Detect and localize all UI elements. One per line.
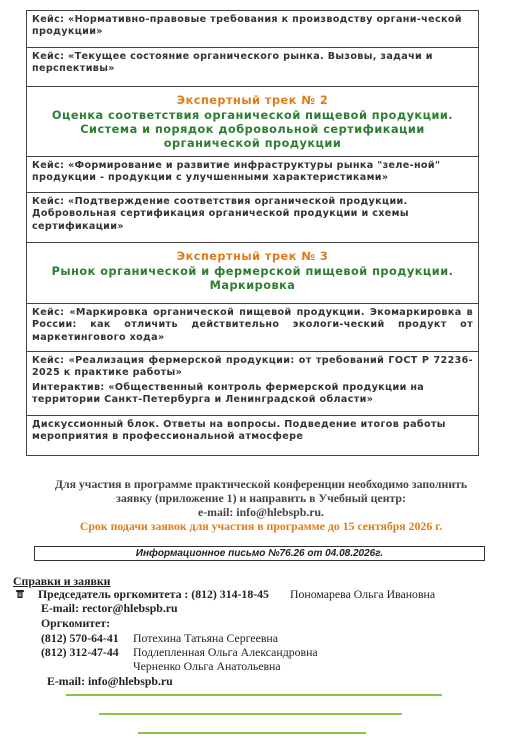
discussion-row: Дискуссионный блок. Ответы на вопросы. Подведение итогов работы мероприятия в профессиональной атмосфере <box>27 416 478 456</box>
track-number: Экспертный трек № 2 <box>176 94 329 107</box>
committee-email[interactable]: E-mail: info@hlebspb.ru <box>47 674 173 688</box>
track-title: Оценка соответствия органической пищевой продукции. Система и порядок добровольной сертификации органической продукции <box>51 109 454 150</box>
deadline-notice: Срок подачи заявок для участия в программе до 15 сентября 2026 г. <box>79 519 443 533</box>
interactive-row: Интерактив: «Общественный контроль фермерской продукции на территории Санкт-Петербурга и Ленинградской области» <box>27 379 478 416</box>
case-row: Кейс: «Подтверждение соответствия органической продукции. Добровольная сертификация органической продукции и схемы сертификации» <box>27 193 478 243</box>
contacts-heading: Справки и заявки <box>13 574 111 588</box>
committee-label: Оргкомитет: <box>41 616 110 630</box>
chair-name: Пономарева Ольга Ивановна <box>290 587 436 601</box>
track-number: Экспертный трек № 3 <box>176 250 329 263</box>
participation-email[interactable]: e-mail: info@hlebspb.ru. <box>197 505 324 519</box>
case-row: Кейс: «Реализация фермерской продукции: от требований ГОСТ Р 72236-2025 к практике работы» <box>32 355 473 379</box>
committee-phone-1: (812) 570-64-41 <box>41 631 119 645</box>
letter-reference: Информационное письмо №76.26 от 04.08.2026г. <box>34 546 485 561</box>
participation-line-1: Для участия в программе практической конференции необходимо заполнить <box>54 477 468 491</box>
chair-email[interactable]: E-mail: rector@hlebspb.ru <box>41 601 178 615</box>
participation-line-2: заявку (приложение 1) и направить в Учебный центр: <box>116 491 406 505</box>
case-row: Кейс: «Нормативно-правовые требования к производству органи-ческой продукции» <box>27 11 478 48</box>
case-row: Кейс: «Текущее состояние органического рынка. Вызовы, задачи и перспективы» <box>27 48 478 87</box>
divider-line <box>66 694 442 696</box>
committee-person-1: Потехина Татьяна Сергеевна <box>133 631 278 645</box>
divider-line <box>138 732 366 734</box>
phone-icon <box>15 589 25 599</box>
committee-phone-2: (812) 312-47-44 <box>41 645 119 659</box>
committee-person-2: Подлепленная Ольга Александровна <box>133 645 318 659</box>
track-title: Рынок органической и фермерской пищевой продукции. Маркировка <box>51 265 454 292</box>
case-row: Кейс: «Маркировка органической пищевой продукции. Экомаркировка в России: как отличить действительно экологи-ческий продукт от маркетингового хода» <box>27 304 478 352</box>
case-row: Кейс: «Формирование и развитие инфраструктуры рынка "зеле-ной" продукции - продукции с улучшенными характеристиками» <box>27 157 478 193</box>
divider-line <box>99 713 402 715</box>
chair-phone: Председатель оргкомитета : (812) 314-18-45 <box>38 587 269 601</box>
committee-person-3: Черненко Ольга Анатольевна <box>133 659 281 673</box>
